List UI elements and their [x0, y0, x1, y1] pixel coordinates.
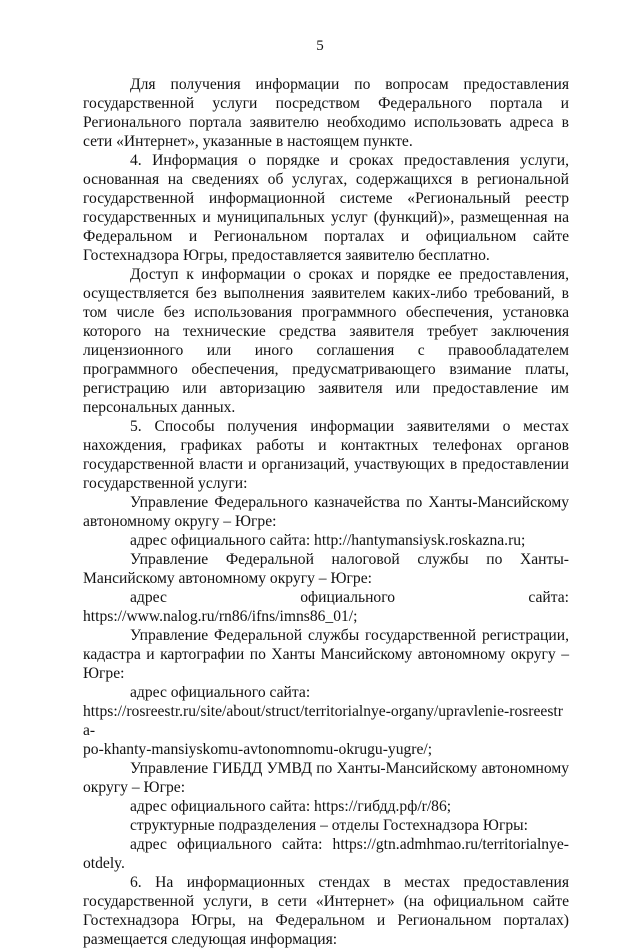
tax-site-word-official: официального: [300, 589, 396, 606]
paragraph-structural-units-site: адрес официального сайта: https://gtn.admhmao.ru/territorialnye-otdely.: [83, 836, 569, 872]
paragraph-tax-site: [83, 588, 569, 607]
tax-site-url: https://www.nalog.ru/rn86/ifns/imns86_01/;: [83, 608, 358, 625]
paragraph-rosreestr-site-label: адрес официального сайта:: [130, 684, 311, 701]
paragraph-portal-info: Для получения информации по вопросам предоставления государственной услуги посредством Федерального портала и Регионального портала заявителю необходимо использовать адреса в сети «Интернет», указанные в настоящем пункте.: [83, 76, 569, 150]
paragraph-tax-service: Управление Федеральной налоговой службы по Ханты-Мансийскому автономному округу – Югре:: [83, 551, 569, 587]
paragraph-item-5: 5. Способы получения информации заявителями о местах нахождения, графиках работы и контактных телефонах органов государственной власти и организаций, участвующих в предоставлении государственной услуги:: [83, 418, 569, 492]
paragraph-item-4: 4. Информация о порядке и сроках предоставления услуги, основанная на сведениях об услугах, содержащихся в региональной государственной информационной системе «Региональный реестр государственных и муниципальных услуг (функций)», размещенная на Федеральном и Региональном порталах и официальном сайте Гостехнадзора Югры, предоставляется заявителю бесплатно.: [83, 152, 569, 264]
document-body: [83, 75, 569, 949]
paragraph-item-6: 6. На информационных стендах в местах предоставления государственной услуги, в сети «Интернет» (на официальном сайте Гостехнадзора Югры, на Федеральном и Региональном порталах) размещается следующая информация:: [83, 874, 569, 948]
page-number: 5: [316, 38, 324, 54]
tax-site-word-site: сайта:: [528, 589, 569, 606]
paragraph-treasury: Управление Федерального казначейства по Ханты-Мансийскому автономному округу – Югре:: [83, 494, 569, 530]
tax-site-word-address: адрес: [130, 589, 167, 606]
paragraph-traffic-police: Управление ГИБДД УМВД по Ханты-Мансийскому автономному округу – Югре:: [83, 760, 569, 796]
rosreestr-url-line2: po-khanty-mansiyskomu-avtonomnomu-okrugu-yugre/;: [83, 741, 433, 758]
paragraph-rosreestr: Управление Федеральной службы государственной регистрации, кадастра и картографии по Ханты Мансийскому автономному округу – Югре:: [83, 627, 569, 682]
paragraph-treasury-site: адрес официального сайта: http://hantymansiysk.roskazna.ru;: [130, 532, 526, 549]
paragraph-structural-units: структурные подразделения – отделы Гостехнадзора Югры:: [130, 817, 528, 834]
paragraph-access-info: Доступ к информации о сроках и порядке ее предоставления, осуществляется без выполнения заявителем каких-либо требований, в том числе без использования программного обеспечения, установка которого на технические средства заявителя требует заключения лицензионного или иного соглашения с правообладателем программного обеспечения, предусматривающего взимание платы, регистрацию или авторизацию заявителя или предоставление им персональных данных.: [83, 266, 569, 416]
paragraph-traffic-police-site: адрес официального сайта: https://гибдд.рф/r/86;: [130, 798, 452, 815]
rosreestr-url-line1: https://rosreestr.ru/site/about/struct/territorialnye-organy/upravlenie-rosreestra-: [83, 703, 563, 739]
